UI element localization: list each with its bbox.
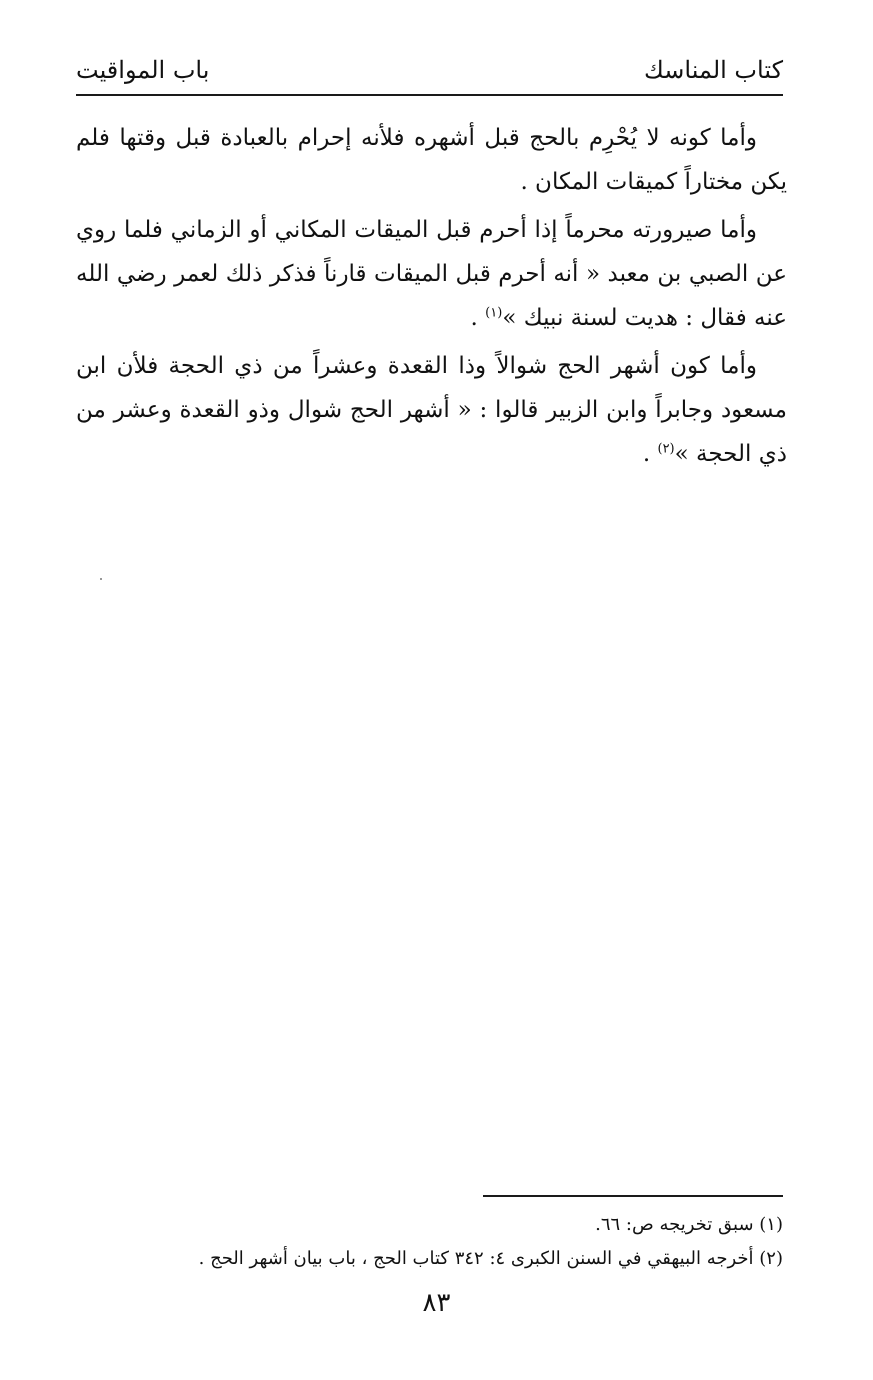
paragraph-2 bbox=[76, 208, 787, 340]
footnotes bbox=[76, 1208, 783, 1276]
paragraph-text: وأما كونه لا يُحْرِم بالحج قبل أشهره فلأنه إحرام بالعبادة قبل وقتها فلم يكن مختاراً كميقات المكان . bbox=[76, 125, 787, 195]
header-book-title: كتاب المناسك bbox=[644, 56, 783, 84]
main-text bbox=[76, 116, 787, 480]
footnote-ref[interactable]: (١) bbox=[485, 305, 503, 321]
paragraph-1 bbox=[76, 116, 787, 204]
footnote-ref[interactable]: (٢) bbox=[657, 441, 675, 457]
paragraph-3 bbox=[76, 344, 787, 476]
footnote-2: (٢) أخرجه البيهقي في السنن الكبرى ٤: ٣٤٢ كتاب الحج ، باب بيان أشهر الحج . bbox=[198, 1248, 783, 1269]
stray-dot bbox=[100, 578, 102, 580]
paragraph-text: وأما صيرورته محرماً إذا أحرم قبل الميقات المكاني أو الزماني فلما روي عن الصبي بن معبد « أنه أحرم قبل الميقات قارناً فذكر ذلك لعمر رضي الله عنه فقال : هديت لسنة نبيك » bbox=[76, 217, 787, 331]
paragraph-text: وأما كون أشهر الحج شوالاً وذا القعدة وعشراً من ذي الحجة فلأن ابن مسعود وجابراً وابن الزبير قالوا : « أشهر الحج شوال وذو القعدة وعشر من ذي الحجة » bbox=[76, 353, 787, 467]
footnote-1: (١) سبق تخريجه ص: ٦٦. bbox=[595, 1214, 783, 1235]
paragraph-tail: . bbox=[470, 305, 486, 331]
footnote-rule bbox=[483, 1195, 783, 1197]
page-number: ٨٣ bbox=[422, 1288, 451, 1318]
header-chapter-title: باب المواقيت bbox=[76, 56, 210, 84]
header-rule bbox=[76, 94, 783, 96]
paragraph-tail: . bbox=[642, 441, 658, 467]
running-header bbox=[76, 52, 783, 88]
